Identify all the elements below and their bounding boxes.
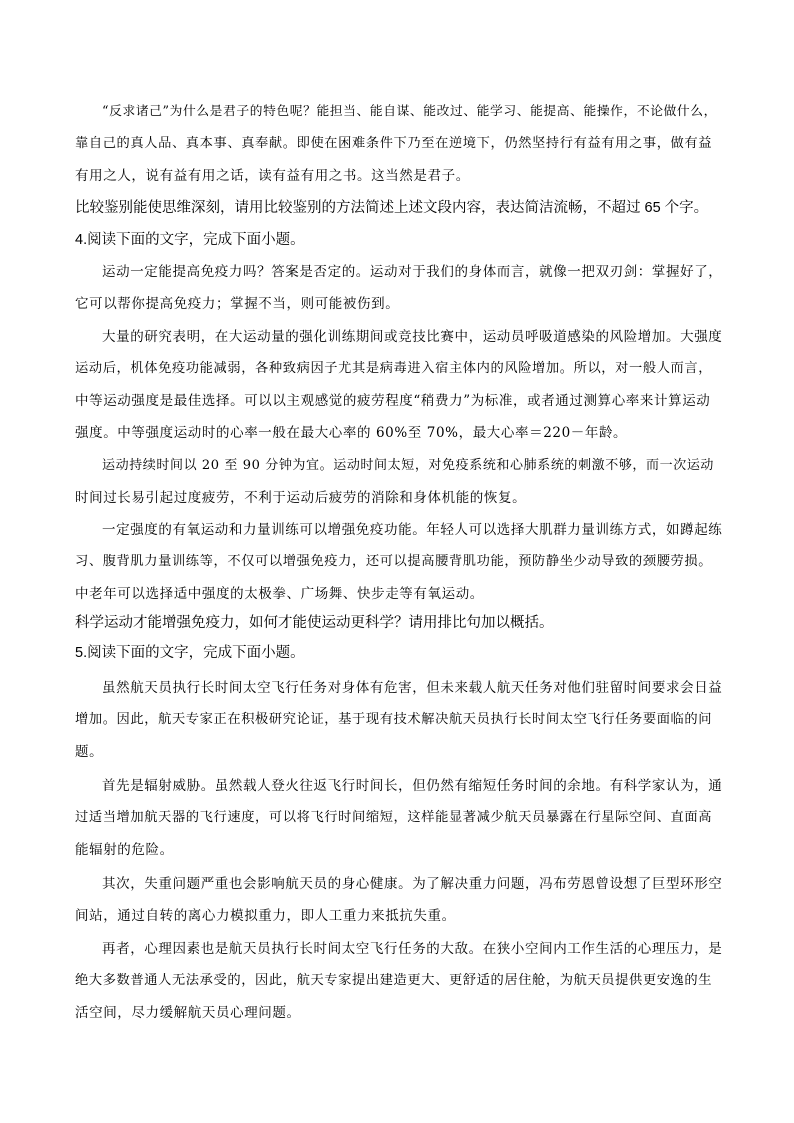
- passage-line: 其次，失重问题严重也会影响航天员的身心健康。为了解决重力问题，冯布劳恩曾设想了巨型环形空: [102, 876, 723, 892]
- passage-line: 能辐射的危险。: [75, 842, 174, 858]
- passage-line: 活空间，尽力缓解航天员心理问题。: [75, 1005, 301, 1021]
- question-heading: 5.阅读下面的文字，完成下面小题。: [75, 645, 305, 661]
- passage-line: 时间过长易引起过度疲劳，不利于运动后疲劳的消除和身体机能的恢复。: [75, 490, 527, 506]
- passage-line: 虽然航天员执行长时间太空飞行任务对身体有危害，但未来载人航天任务对他们驻留时间要求会日益: [102, 680, 723, 696]
- passage-line: “反求诸己”为什么是君子的特色呢？能担当、能自谋、能改过、能学习、能提高、能操作，不论做什么，: [102, 104, 717, 119]
- passage-line: 中等运动强度是最佳选择。可以以主观感觉的疲劳程度“稍费力”为标准，或者通过测算心率来计算运动: [75, 393, 711, 409]
- question-instruction: 科学运动才能增强免疫力，如何才能使运动更科学？请用排比句加以概括。: [75, 615, 554, 631]
- passage-line: 大量的研究表明，在大运动量的强化训练期间或竞技比赛中，运动员呼吸道感染的风险增加。大强度: [102, 329, 723, 345]
- passage-line: 运动后，机体免疫功能减弱，各种致病因子尤其是病毒进入宿主体内的风险增加。所以，对一般人而言，: [75, 361, 713, 376]
- passage-line: 有用之人，说有益有用之话，读有益有用之书。这当然是君子。: [75, 168, 470, 184]
- passage-line: 绝大多数普通人无法承受的，因此，航天专家提出建造更大、更舒适的居住舱，为航天员提供更安逸的生: [75, 973, 713, 988]
- passage-line: 间站，通过自转的离心力模拟重力，即人工重力来抵抗失重。: [75, 908, 456, 924]
- question-instruction: 比较鉴别能使思维深刻，请用比较鉴别的方法简述上述文段内容，表达简洁流畅，不超过 65 个字。: [75, 200, 709, 216]
- question-heading: 4.阅读下面的文字，完成下面小题。: [75, 232, 305, 248]
- passage-line: 习、腹背肌力量训练等，不仅可以增强免疫力，还可以提高腰背肌功能，预防静坐少动导致的颈腰劳损。: [75, 554, 713, 569]
- passage-line: 增加。因此，航天专家正在积极研究论证，基于现有技术解决航天员执行长时间太空飞行任务要面临的问: [75, 712, 713, 727]
- passage-line: 它可以帮你提高免疫力；掌握不当，则可能被伤到。: [75, 296, 400, 312]
- passage-line: 运动持续时间以 20 至 90 分钟为宜。运动时间太短，对免疫系统和心肺系统的刺激不够，而一次运动: [102, 458, 715, 473]
- passage-line: 运动一定能提高免疫力吗？答案是否定的。运动对于我们的身体而言，就像一把双刃剑：掌握好了，: [102, 264, 723, 280]
- passage-line: 过适当增加航天器的飞行速度，可以将飞行时间缩短，这样能显著减少航天员暴露在行星际空间、直面高: [75, 810, 713, 825]
- passage-line: 一定强度的有氧运动和力量训练可以增强免疫功能。年轻人可以选择大肌群力量训练方式，如蹲起练: [102, 522, 723, 538]
- passage-line: 再者，心理因素也是航天员执行长时间太空飞行任务的大敌。在狭小空间内工作生活的心理压力，是: [102, 941, 723, 957]
- passage-line: 靠自己的真人品、真本事、真奉献。即使在困难条件下乃至在逆境下，仍然坚持行有益有用之事，做有益: [75, 136, 713, 151]
- passage-line: 题。: [75, 744, 104, 760]
- passage-line: 首先是辐射威胁。虽然载人登火往返飞行时间长，但仍然有缩短任务时间的余地。有科学家认为，通: [102, 778, 723, 794]
- passage-line: 中老年可以选择适中强度的太极拳、广场舞、快步走等有氧运动。: [75, 586, 484, 602]
- passage-line: 强度。中等强度运动时的心率一般在最大心率的 60%至 70%，最大心率＝220－年龄。: [75, 425, 628, 441]
